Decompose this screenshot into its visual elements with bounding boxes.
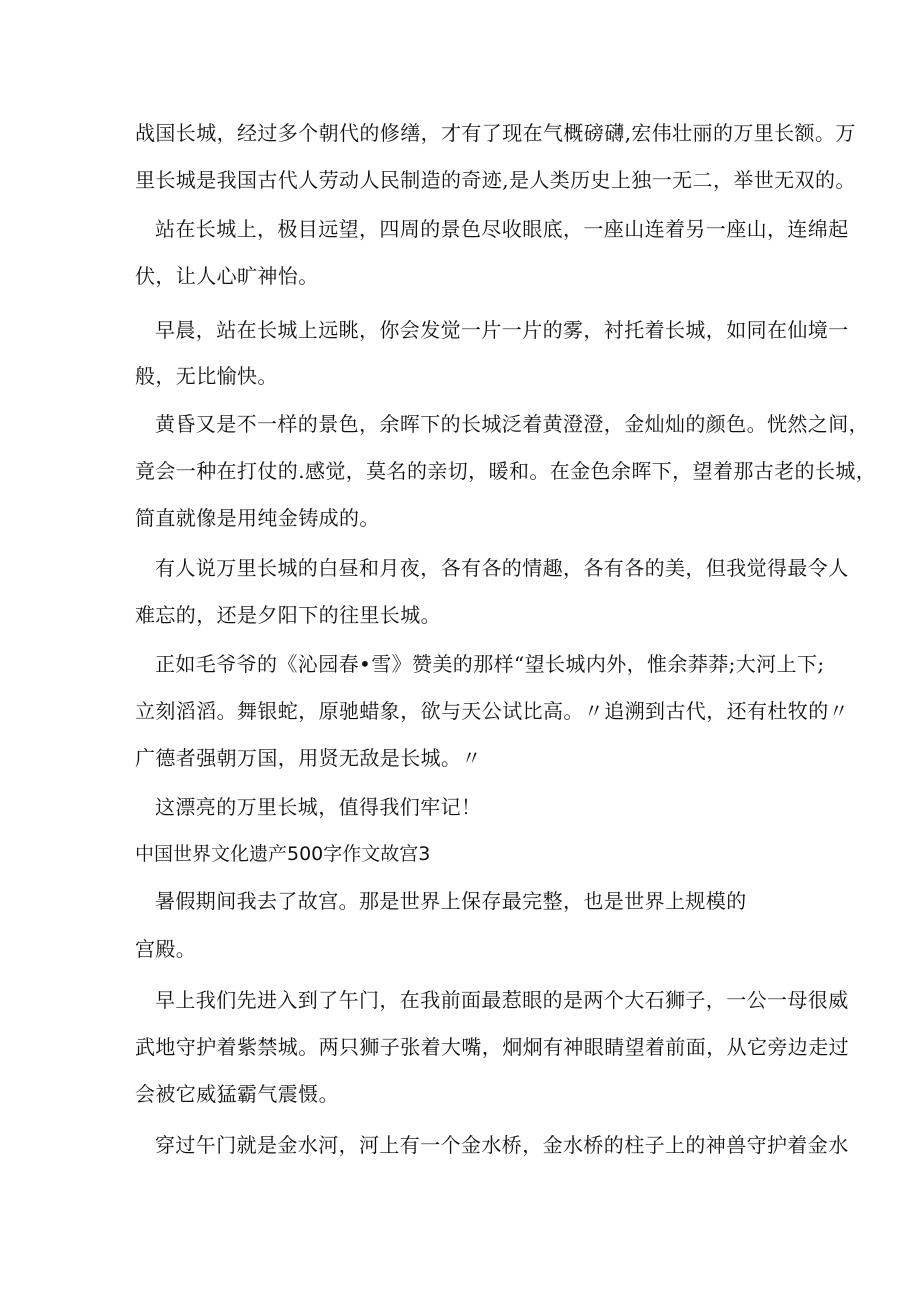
text-line: 正如毛爷爷的《沁园春•雪》赞美的那样“望长城内外，惟余莽莽;大河上下; — [155, 652, 825, 676]
text-line: 宫殿。 — [135, 937, 197, 961]
text-line: 竟会一种在打仗的.感觉，莫名的亲切，暖和。在金色余晖下，望着那古老的长城， — [135, 459, 877, 483]
text-line: 立刻滔滔。舞银蛇，原驰蜡象，欲与天公试比高。〃追溯到古代，还有杜牧的〃 — [135, 699, 849, 723]
text-line: 广德者强朝万国，用贤无敌是长城。〃 — [135, 746, 482, 770]
text-line: 简直就像是用纯金铸成的。 — [135, 506, 380, 530]
text-line: 般，无比愉快。 — [135, 364, 278, 388]
text-line: 难忘的，还是夕阳下的往里长城。 — [135, 603, 441, 627]
text-line: 暑假期间我去了故宫。那是世界上保存最完整，也是世界上规模的 — [155, 889, 747, 913]
text-line: 早上我们先进入到了午门，在我前面最惹眼的是两个大石狮子，一公一母很威 — [155, 988, 849, 1012]
text-line: 早晨，站在长城上远眺，你会发觉一片一片的雾，衬托着长城，如同在仙境一 — [155, 318, 849, 342]
text-line: 穿过午门就是金水河，河上有一个金水桥，金水桥的柱子上的神兽守护着金水 — [155, 1133, 849, 1157]
text-line: 里长城是我国古代人劳动人民制造的奇迹,是人类历史上独一无二，举世无双的。 — [135, 168, 856, 192]
text-line: 有人说万里长城的白昼和月夜，各有各的情趣，各有各的美，但我觉得最令人 — [155, 556, 849, 580]
text-line: 这漂亮的万里长城，值得我们牢记！ — [155, 795, 482, 819]
text-line: 战国长城，经过多个朝代的修缮，才有了现在气概磅礴,宏伟壮丽的万里长额。万 — [135, 121, 856, 145]
text-line: 伏，让人心旷神怡。 — [135, 264, 319, 288]
text-line: 武地守护着紫禁城。两只狮子张着大嘴，炯炯有神眼睛望着前面，从它旁边走过 — [135, 1035, 849, 1059]
text-line: 黄昏又是不一样的景色，余晖下的长城泛着黄澄澄，金灿灿的颜色。恍然之间， — [155, 412, 869, 436]
text-line: 站在长城上，极目远望，四周的景色尽收眼底，一座山连着另一座山，连绵起 — [155, 217, 849, 241]
section-heading: 中国世界文化遗产500字作文故宫3 — [135, 843, 431, 865]
text-line: 会被它威猛霸气震慑。 — [135, 1082, 339, 1106]
